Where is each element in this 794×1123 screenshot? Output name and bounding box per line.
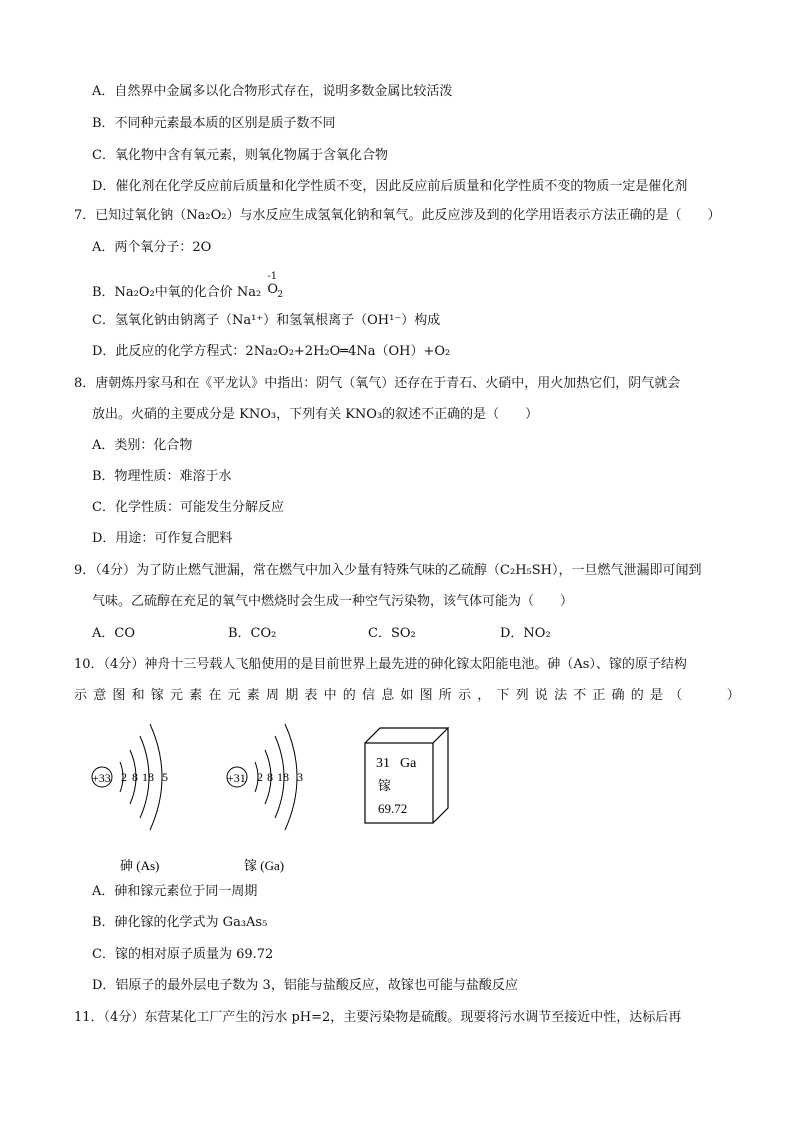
q9-choice-c: C．SO₂	[368, 626, 416, 641]
as-shell-2: 8	[132, 770, 138, 784]
q8-stem-line1: 8．唐朝炼丹家马和在《平龙认》中指出：阴气（氧气）还存在于青石、火硝中，用火加热它们，阴气就会	[74, 376, 681, 391]
q7-option-d: D．此反应的化学方程式：2Na₂O₂+2H₂O═4Na（OH）+O₂	[92, 344, 451, 359]
q9-stem-line1: 9．（4分）为了防止燃气泄漏，常在燃气中加入少量有特殊气味的乙硫醇（C₂H₅SH），一旦燃气泄漏即可闻到	[74, 563, 702, 578]
q9-choice-b: B．CO₂	[228, 626, 277, 641]
q7-option-c: C．氢氧化钠由钠离子（Na¹⁺）和氢氧根离子（OH¹⁻）构成	[92, 313, 441, 328]
cell-mass: 69.72	[378, 801, 408, 816]
q8-option-c: C．化学性质：可能发生分解反应	[92, 500, 284, 515]
q10-option-d: D．铝原子的最外层电子数为 3，铝能与盐酸反应，故镓也可能与盐酸反应	[92, 978, 518, 993]
as-caption: 砷 (As)	[120, 858, 160, 873]
q11-stem-line1: 11．（4分）东营某化工厂产生的污水 pH=2，主要污染物是硫酸。现要将污水调节至接近中性，达标后再	[74, 1010, 682, 1025]
q6-option-d: D．催化剂在化学反应前后质量和化学性质不变，因此反应前后质量和化学性质不变的物质一定是催化剂	[92, 179, 688, 194]
ga-shell-4: 3	[297, 770, 303, 784]
q7-option-b-text: B．Na₂O₂中氧的化合价 Na₂	[92, 285, 262, 300]
periodic-table-cell	[365, 728, 448, 823]
cell-name: 镓	[378, 778, 392, 793]
q8-option-a: A．类别：化合物	[92, 438, 193, 453]
ga-nucleus-charge: +31	[227, 771, 246, 785]
q10-stem-line1: 10．（4分）神舟十三号载人飞船使用的是目前世界上最先进的砷化镓太阳能电池。砷（As）、镓的原子结构	[74, 657, 687, 672]
q7-option-b	[92, 271, 287, 301]
q10-figure	[80, 710, 480, 880]
valence-subscript: 2	[277, 290, 284, 300]
as-shell-4: 5	[162, 770, 168, 784]
ga-caption: 镓 (Ga)	[244, 858, 285, 873]
gallium-atom-diagram	[227, 724, 303, 873]
valence-value: -1	[267, 271, 278, 282]
as-shell-3: 18	[142, 770, 154, 784]
q10-option-c: C．镓的相对原子质量为 69.72	[92, 947, 274, 962]
q10-stem-line2: 示意图和镓元素在元素周期表中的信息如图所示，下列说法不正确的是（ ）	[74, 688, 747, 703]
q8-option-d: D．用途：可作复合肥料	[92, 531, 233, 546]
q9-choice-d: D．NO₂	[500, 626, 551, 641]
q7-option-a: A．两个氧分子：2O	[92, 240, 212, 255]
ga-shell-1: 2	[257, 770, 263, 784]
cell-side-face	[433, 728, 448, 823]
q6-option-b: B．不同种元素最本质的区别是质子数不同	[92, 116, 336, 131]
valence-element: O	[267, 282, 279, 297]
q10-option-b: B．砷化镓的化学式为 Ga₃As₅	[92, 915, 268, 930]
as-nucleus-charge: +33	[92, 771, 111, 785]
valence-notation	[265, 271, 287, 300]
cell-top-face	[365, 728, 448, 743]
q7-stem: 7．已知过氧化钠（Na₂O₂）与水反应生成氢氧化钠和氧气。此反应涉及到的化学用语表示方法正确的是（ ）	[74, 208, 721, 223]
ga-shell-2: 8	[267, 770, 273, 784]
arsenic-atom-diagram	[92, 724, 168, 873]
q9-choice-a: A．CO	[92, 626, 135, 641]
q6-option-a: A．自然界中金属多以化合物形式存在，说明多数金属比较活泼	[92, 84, 453, 99]
cell-atomic-number: 31	[376, 756, 390, 771]
ga-shell-3: 18	[277, 770, 289, 784]
q6-option-c: C．氧化物中含有氧元素，则氧化物属于含氧化合物	[92, 148, 388, 163]
q8-stem-line2: 放出。火硝的主要成分是 KNO₃，下列有关 KNO₃的叙述不正确的是（ ）	[92, 407, 539, 422]
as-shell-1: 2	[121, 770, 127, 784]
cell-symbol: Ga	[400, 756, 417, 771]
q9-stem-line2: 气味。乙硫醇在充足的氧气中燃烧时会生成一种空气污染物，该气体可能为（ ）	[92, 594, 574, 609]
q8-option-b: B．物理性质：难溶于水	[92, 469, 232, 484]
q10-option-a: A．砷和镓元素位于同一周期	[92, 884, 258, 899]
